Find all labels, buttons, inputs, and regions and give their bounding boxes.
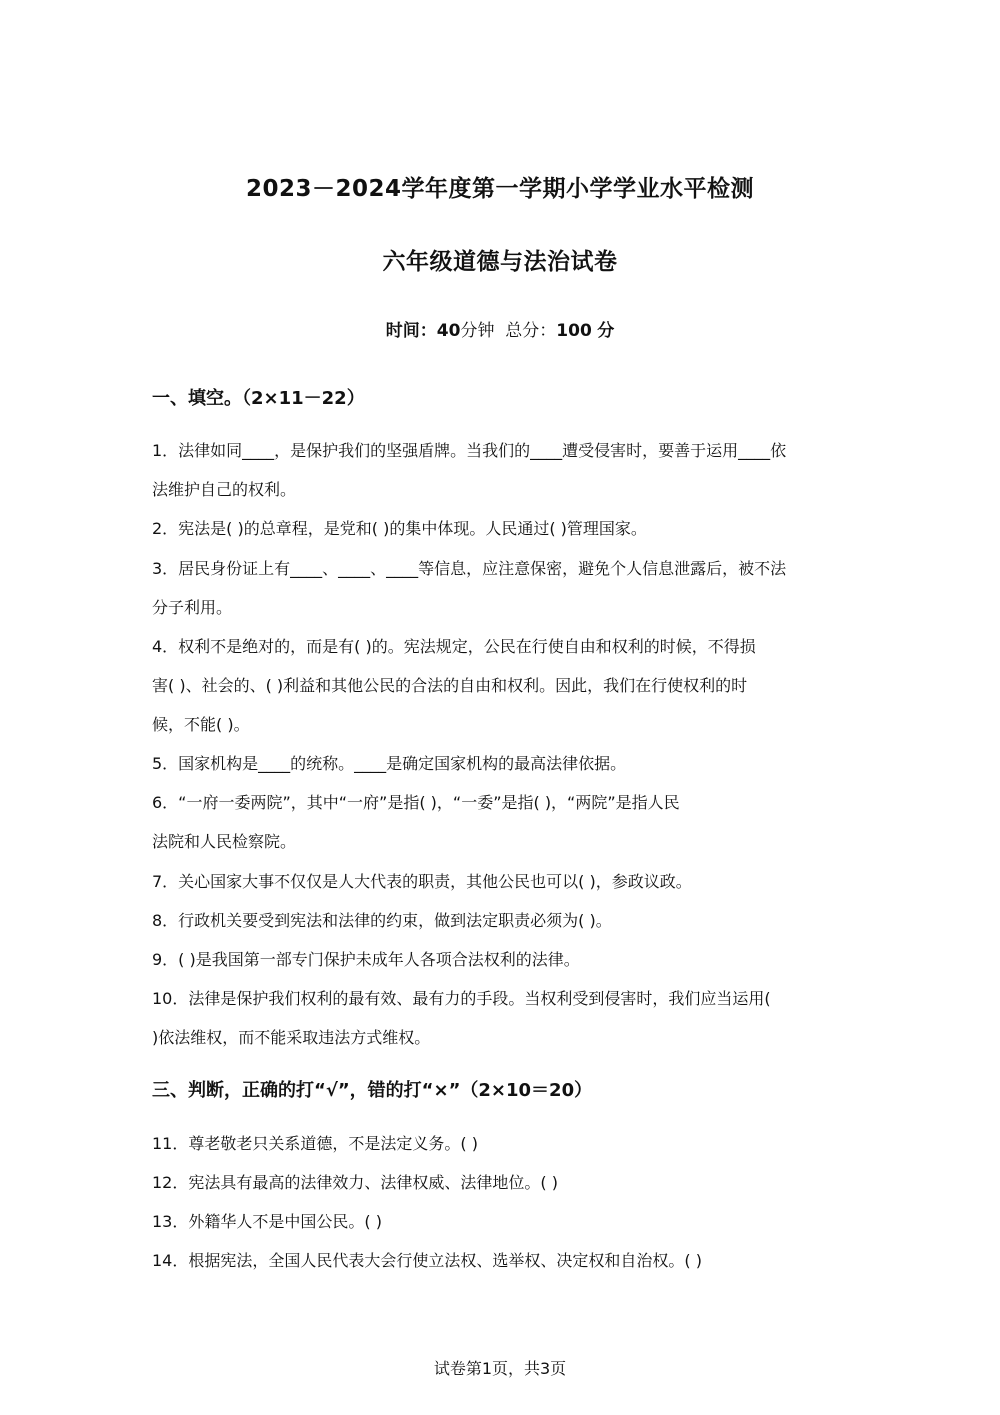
question-line: 7．关心国家大事不仅仅是人大代表的职责，其他公民也可以( )，参政议政。 xyxy=(152,872,692,891)
question-line: 分子利用。 xyxy=(152,598,233,617)
page-number-footer: 试卷第1页，共3页 xyxy=(433,1359,567,1378)
question-line: 4．权利不是绝对的，而是有( )的。宪法规定，公民在行使自由和权利的时候，不得损 xyxy=(152,637,756,656)
question-line: 12．宪法具有最高的法律效力、法律权威、法律地位。( ) xyxy=(152,1173,558,1192)
question-line: 11．尊老敬老只关系道德，不是法定义务。( ) xyxy=(152,1134,478,1153)
question-line: 9．( )是我国第一部专门保护未成年人各项合法权利的法律。 xyxy=(152,950,580,969)
question-line: )依法维权，而不能采取违法方式维权。 xyxy=(152,1028,431,1047)
exam-subtitle: 六年级道德与法治试卷 xyxy=(382,249,618,275)
time-unit: 分钟 xyxy=(460,321,495,341)
exam-title: 2023－2024学年度第一学期小学学业水平检测 xyxy=(245,176,755,202)
time-label: 时间： xyxy=(385,321,437,341)
section-fill-in-heading: 一、填空。（2×11－22） xyxy=(152,388,365,409)
section-judgement-heading: 三、判断，正确的打“√”，错的打“×”（2×10＝20） xyxy=(152,1080,593,1101)
question-line: 3．居民身份证上有____、____、____等信息，应注意保密，避免个人信息泄露后，被不法 xyxy=(152,559,787,578)
question-line: 10．法律是保护我们权利的最有效、最有力的手段。当权利受到侵害时，我们应当运用( xyxy=(152,989,771,1008)
question-line: 1．法律如同____，是保护我们的坚强盾牌。当我们的____遭受侵害时，要善于运用____依 xyxy=(152,441,787,460)
question-line: 2．宪法是( )的总章程，是党和( )的集中体现。人民通过( )管理国家。 xyxy=(152,519,647,538)
score-unit: 分 xyxy=(597,321,615,341)
question-line: 法院和人民检察院。 xyxy=(152,832,297,851)
question-line: 13．外籍华人不是中国公民。( ) xyxy=(152,1212,382,1231)
question-line: 6．“一府一委两院”，其中“一府”是指( )，“一委”是指( )，“两院”是指人民 xyxy=(152,793,680,812)
question-line: 5．国家机构是____的统称。____是确定国家机构的最高法律依据。 xyxy=(152,754,627,773)
question-line: 法维护自己的权利。 xyxy=(152,480,297,499)
question-line: 8．行政机关要受到宪法和法律的约束，做到法定职责必须为( )。 xyxy=(152,911,612,930)
time-value: 40 xyxy=(436,321,461,341)
question-line: 候，不能( )。 xyxy=(152,715,250,734)
exam-meta xyxy=(0,316,1000,341)
score-value: 100 xyxy=(556,321,592,341)
question-line: 害( )、社会的、( )利益和其他公民的合法的自由和权利。因此，我们在行使权利的时 xyxy=(152,676,748,695)
score-label: 总分： xyxy=(505,321,557,341)
question-line: 14．根据宪法，全国人民代表大会行使立法权、选举权、决定权和自治权。( ) xyxy=(152,1251,702,1270)
